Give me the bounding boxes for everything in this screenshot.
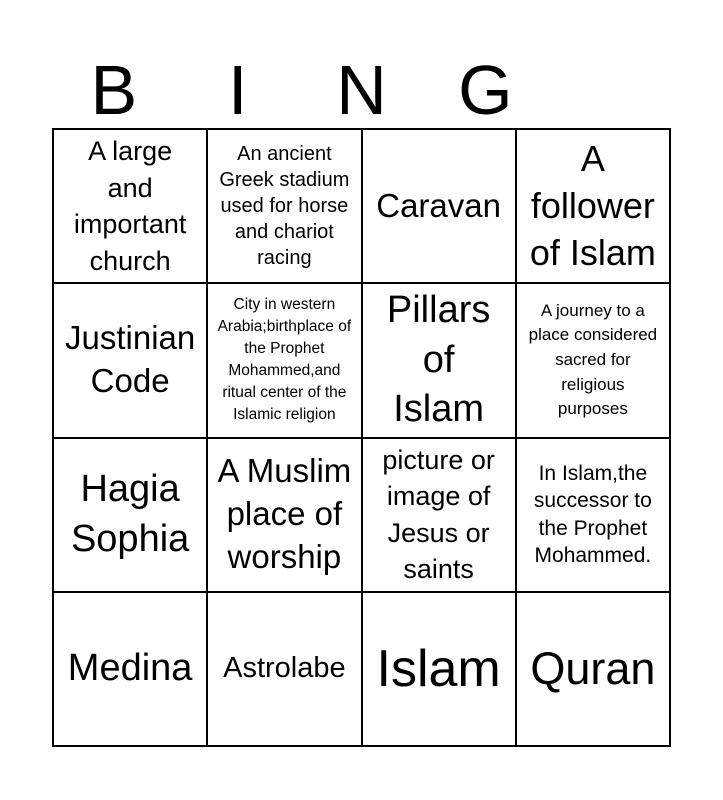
cell-text: Hagia Sophia <box>70 468 190 560</box>
cell-text: picture or image of Jesus or saints <box>382 444 495 585</box>
cell-text: Medina <box>67 647 193 690</box>
cell-text: Justinian Code <box>65 319 196 400</box>
bingo-cell[interactable] <box>363 593 517 747</box>
bingo-cell[interactable] <box>208 593 362 747</box>
header-letter-n: N <box>336 51 387 129</box>
bingo-cell[interactable] <box>517 593 671 747</box>
header-letter-g: G <box>458 51 513 129</box>
cell-text: A journey to a place considered sacred for religious purposes <box>528 300 658 419</box>
bingo-cell[interactable] <box>54 593 208 747</box>
header-letter-b: B <box>90 51 138 129</box>
bingo-cell[interactable] <box>54 284 208 438</box>
bingo-cell[interactable] <box>208 130 362 284</box>
bingo-cell[interactable] <box>208 439 362 593</box>
header-letter-i: I <box>227 51 248 129</box>
cell-text: A follower of Islam <box>529 137 656 273</box>
bingo-cell[interactable] <box>54 439 208 593</box>
cell-text: Astrolabe <box>223 652 346 685</box>
cell-text: A Muslim place of worship <box>217 452 352 576</box>
bingo-cell[interactable] <box>363 439 517 593</box>
cell-text: Quran <box>530 643 656 695</box>
cell-text: City in western Arabia;birthplace of the Prophet Mohammed,and ritual center of the Islamic religion <box>217 296 352 424</box>
cell-text: Pillars of Islam <box>386 289 491 431</box>
bingo-cell[interactable] <box>517 130 671 284</box>
bingo-header <box>52 52 671 128</box>
bingo-cell[interactable] <box>363 284 517 438</box>
bingo-cell[interactable] <box>363 130 517 284</box>
cell-text: A large and important church <box>73 136 187 276</box>
cell-text: Islam <box>376 639 501 698</box>
bingo-cell[interactable] <box>54 130 208 284</box>
cell-text: Caravan <box>376 186 501 224</box>
cell-text: An ancient Greek stadium used for horse and chariot racing <box>219 143 350 270</box>
bingo-cell[interactable] <box>517 284 671 438</box>
bingo-cell[interactable] <box>208 284 362 438</box>
bingo-cell[interactable] <box>517 439 671 593</box>
bingo-board <box>52 128 671 747</box>
cell-text: In Islam,the successor to the Prophet Mohammed. <box>533 462 652 567</box>
